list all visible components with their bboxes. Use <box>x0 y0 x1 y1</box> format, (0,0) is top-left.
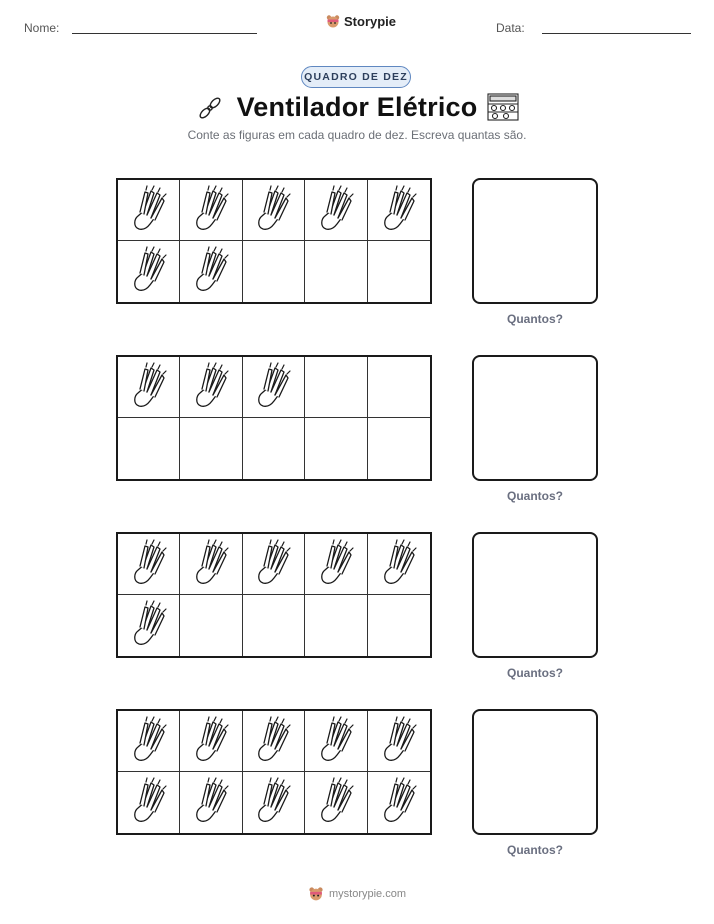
brand-name: Storypie <box>344 14 397 29</box>
ten-frame-cell <box>305 180 367 241</box>
electric-cable-plug-icon <box>191 775 231 830</box>
electric-cable-plug-icon <box>191 244 231 299</box>
ten-frame-cell <box>305 418 367 479</box>
ten-frame-cell <box>118 711 180 772</box>
ten-frame-cell <box>305 711 367 772</box>
electric-cable-plug-icon <box>253 537 293 592</box>
ten-frame-cell <box>180 711 242 772</box>
fan-store-icon <box>486 92 520 122</box>
ten-frame-cell <box>243 772 305 833</box>
electric-cable-plug-icon <box>253 183 293 238</box>
electric-cable-plug-icon <box>129 244 169 299</box>
ten-frame-cell <box>243 711 305 772</box>
ten-frame-cell <box>305 534 367 595</box>
ten-frame-cell <box>368 534 430 595</box>
how-many-label: Quantos? <box>507 489 563 503</box>
ten-frame-cell <box>243 418 305 479</box>
ten-frame-cell <box>368 595 430 656</box>
ten-frame-cell <box>368 241 430 302</box>
ten-frame <box>116 532 432 658</box>
ten-frame-cell <box>118 241 180 302</box>
ten-frame-cell <box>180 595 242 656</box>
ten-frame-cell <box>305 357 367 418</box>
name-line[interactable] <box>72 33 257 34</box>
electric-cable-plug-icon <box>253 360 293 415</box>
ten-frame-cell <box>180 772 242 833</box>
electric-cable-plug-icon <box>129 360 169 415</box>
ten-frame <box>116 178 432 304</box>
storypie-mascot-icon <box>326 14 340 29</box>
electric-cable-plug-icon <box>129 775 169 830</box>
electric-cable-plug-icon <box>253 775 293 830</box>
answer-box[interactable] <box>472 178 598 304</box>
storypie-mascot-icon <box>308 886 324 902</box>
ten-frame-cell <box>118 357 180 418</box>
ten-frame <box>116 709 432 835</box>
ten-frame-cell <box>305 595 367 656</box>
electric-cable-plug-icon <box>379 537 419 592</box>
electric-cable-plug-icon <box>316 714 356 769</box>
footer-site: mystorypie.com <box>328 888 407 900</box>
electric-cable-plug-icon <box>253 714 293 769</box>
electric-cable-plug-icon <box>129 598 169 653</box>
ten-frame-cell <box>118 595 180 656</box>
ten-frame-cell <box>118 418 180 479</box>
ten-frame-cell <box>305 241 367 302</box>
ten-frame-cell <box>180 418 242 479</box>
electric-cable-plug-icon <box>191 714 231 769</box>
ten-frame-cell <box>243 241 305 302</box>
electric-cable-plug-icon <box>129 714 169 769</box>
ten-frame-cell <box>243 534 305 595</box>
brand-logo <box>326 14 396 29</box>
how-many-label: Quantos? <box>507 666 563 680</box>
electric-cable-plug-icon <box>129 537 169 592</box>
name-label: Nome: <box>24 21 60 35</box>
ten-frame-cell <box>368 357 430 418</box>
electric-cable-plug-icon <box>191 360 231 415</box>
answer-box[interactable] <box>472 709 598 835</box>
electric-cable-plug-icon <box>379 775 419 830</box>
ten-frame-cell <box>118 772 180 833</box>
electric-cable-plug-icon <box>316 183 356 238</box>
ten-frame-cell <box>118 534 180 595</box>
electric-cable-plug-icon <box>129 183 169 238</box>
ten-frame-cell <box>243 357 305 418</box>
date-label: Data: <box>496 21 525 35</box>
ten-frame-cell <box>118 180 180 241</box>
electric-cable-plug-icon <box>316 775 356 830</box>
ten-frame-cell <box>368 180 430 241</box>
ten-frame-cell <box>180 180 242 241</box>
how-many-label: Quantos? <box>507 312 563 326</box>
footer <box>0 886 714 902</box>
ten-frame-cell <box>180 357 242 418</box>
electric-cable-plug-icon <box>191 183 231 238</box>
page-title: Ventilador Elétrico <box>236 92 478 122</box>
answer-box[interactable] <box>472 355 598 481</box>
electric-cable-plug-icon <box>379 183 419 238</box>
instructions: Conte as figuras em cada quadro de dez. Escreva quantas são. <box>187 128 527 142</box>
answer-box[interactable] <box>472 532 598 658</box>
electric-cable-plug-icon <box>316 537 356 592</box>
ten-frame-cell <box>180 534 242 595</box>
electric-cable-plug-icon <box>191 537 231 592</box>
electric-cable-plug-icon <box>379 714 419 769</box>
ten-frame-cell <box>368 772 430 833</box>
how-many-label: Quantos? <box>507 843 563 857</box>
ten-frame <box>116 355 432 481</box>
ten-frame-cell <box>305 772 367 833</box>
ten-frame-cell <box>243 180 305 241</box>
worksheet-type-badge: QUADRO DE DEZ <box>301 66 411 88</box>
date-line[interactable] <box>542 33 691 34</box>
ten-frame-cell <box>368 711 430 772</box>
ten-frame-cell <box>243 595 305 656</box>
ten-frame-cell <box>368 418 430 479</box>
ten-frame-cell <box>180 241 242 302</box>
